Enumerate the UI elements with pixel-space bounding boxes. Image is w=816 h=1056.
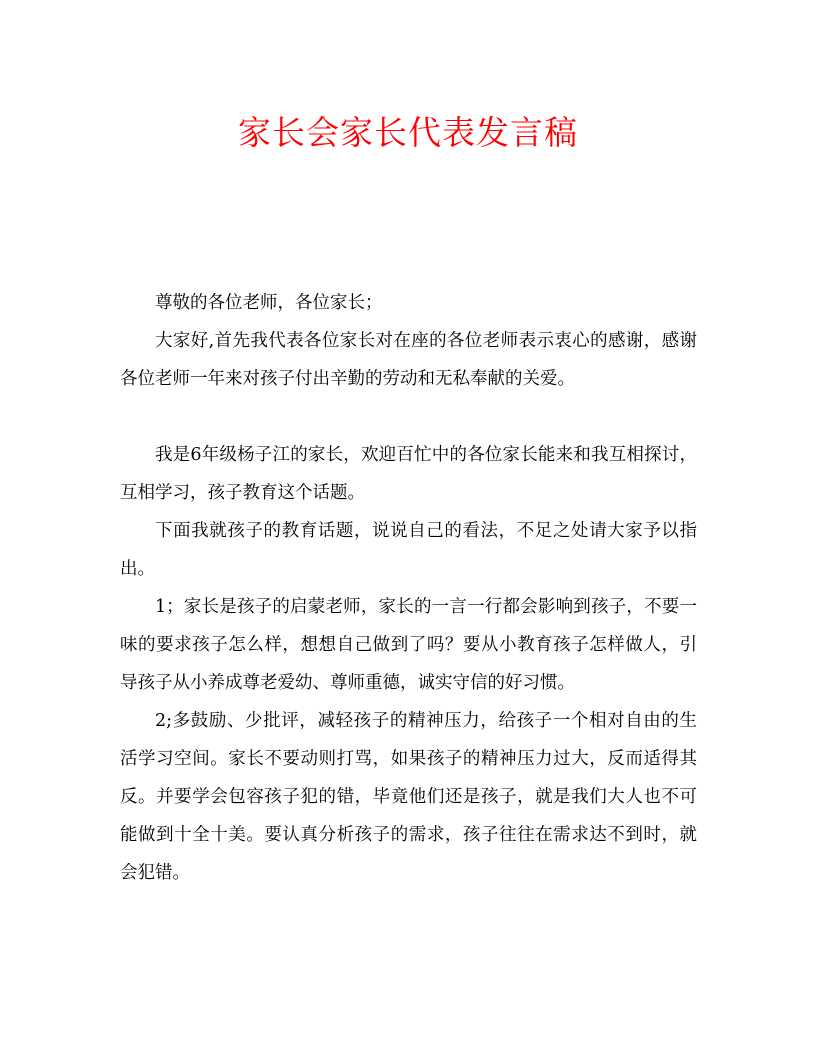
document-body: [120, 284, 697, 892]
topic-paragraph: 下面我就孩子的教育话题，说说自己的看法，不足之处请大家予以指出。: [120, 521, 697, 579]
greeting-paragraph: 大家好,首先我代表各位家长对在座的各位老师表示衷心的感谢，感谢各位老师一年来对孩子付出辛勤的劳动和无私奉献的关爱。: [120, 331, 697, 389]
salutation-paragraph: 尊敬的各位老师，各位家长；: [155, 293, 383, 313]
point-one-paragraph: 1；家长是孩子的启蒙老师，家长的一言一行都会影响到孩子，不要一味的要求孩子怎么样，想想自己做到了吗？要从小教育孩子怎样做人，引导孩子从小养成尊老爱幼、尊师重德，诚实守信的好习惯。: [120, 597, 697, 693]
introduction-paragraph: 我是6年级杨子江的家长，欢迎百忙中的各位家长能来和我互相探讨，互相学习，孩子教育这个话题。: [120, 445, 697, 503]
document-title: 家长会家长代表发言稿: [238, 113, 578, 152]
point-two-paragraph: 2;多鼓励、少批评，减轻孩子的精神压力，给孩子一个相对自由的生活学习空间。家长不要动则打骂，如果孩子的精神压力过大，反而适得其反。并要学会包容孩子犯的错，毕竟他们还是孩子，就是我们大人也不可能做到十全十美。要认真分析孩子的需求，孩子往往在需求达不到时，就会犯错。: [120, 711, 697, 883]
